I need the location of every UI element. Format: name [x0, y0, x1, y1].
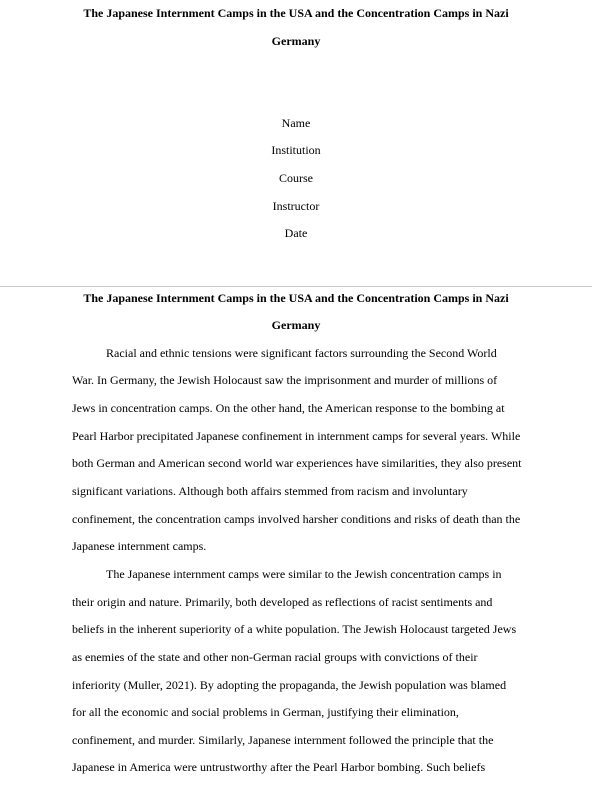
paragraph-line: War. In Germany, the Jewish Holocaust saw the imprisonment and murder of millions of	[72, 373, 498, 387]
course: Course	[279, 171, 313, 185]
paragraph-line: as enemies of the state and other non-German racial groups with convictions of their	[72, 650, 478, 664]
title-line-2: Germany	[271, 34, 321, 48]
institution: Institution	[271, 143, 321, 157]
paragraph-line: beliefs in the inherent superiority of a white population. The Jewish Holocaust targeted Jews	[72, 622, 517, 636]
paragraph-line: confinement, and murder. Similarly, Japanese internment followed the principle that the	[72, 733, 494, 747]
paragraph-line: both German and American second world war experiences have similarities, they also present	[72, 456, 522, 470]
paragraph-line: Jews in concentration camps. On the other hand, the American response to the bombing at	[72, 401, 505, 415]
instructor: Instructor	[272, 199, 320, 213]
paragraph-line: Japanese in America were untrustworthy after the Pearl Harbor bombing. Such beliefs	[72, 760, 486, 774]
paragraph-line: Japanese internment camps.	[72, 539, 207, 553]
title-line-1: The Japanese Internment Camps in the USA and the Concentration Camps in Nazi	[83, 6, 509, 20]
paragraph-line: Racial and ethnic tensions were significant factors surrounding the Second World	[106, 346, 497, 360]
paragraph-line: inferiority (Muller, 2021). By adopting the propaganda, the Jewish population was blamed	[72, 678, 507, 692]
body-title-line-2: Germany	[271, 318, 321, 332]
title-page	[0, 0, 592, 286]
body-title-line-1: The Japanese Internment Camps in the USA and the Concentration Camps in Nazi	[83, 291, 509, 305]
author-name: Name	[281, 116, 311, 130]
body-page	[0, 287, 592, 787]
paragraph-line: confinement, the concentration camps involved harsher conditions and risks of death than the	[72, 512, 521, 526]
paragraph-line: their origin and nature. Primarily, both developed as reflections of racist sentiments and	[72, 595, 493, 609]
date: Date	[284, 226, 308, 240]
paragraph-line: Pearl Harbor precipitated Japanese confinement in internment camps for several years. While	[72, 429, 521, 443]
paragraph-line: The Japanese internment camps were similar to the Jewish concentration camps in	[106, 567, 502, 581]
paragraph-line: significant variations. Although both affairs stemmed from racism and involuntary	[72, 484, 468, 498]
paragraph-line: for all the economic and social problems in German, justifying their elimination,	[72, 705, 459, 719]
